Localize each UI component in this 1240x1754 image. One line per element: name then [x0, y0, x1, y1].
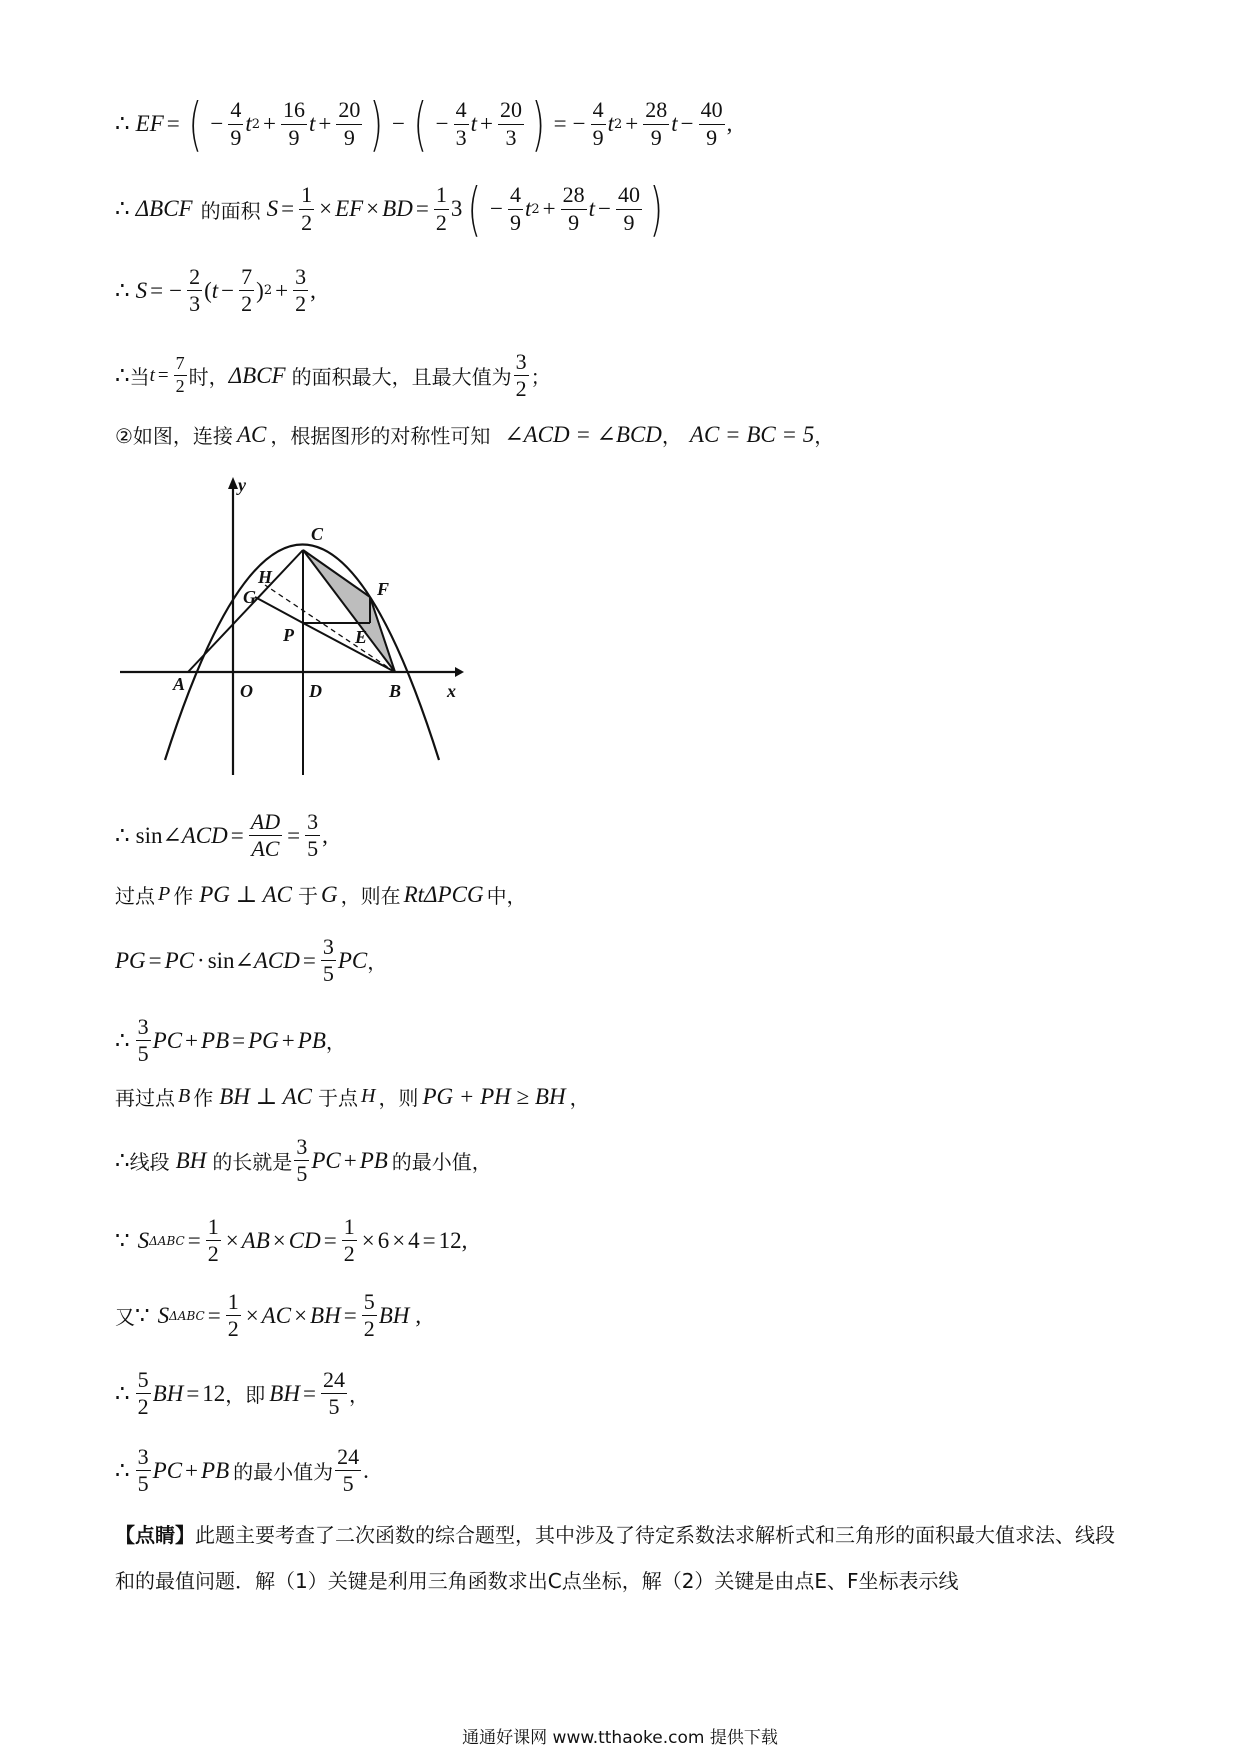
- equation-area-abc-2: 又 ∵ S ΔABC = $\frac{1}{2}$ × AC × BH = $\frac{5}{2}$ BH ,: [115, 1289, 422, 1342]
- label-x: x: [447, 681, 456, 701]
- point-p: P: [158, 883, 171, 905]
- label-b: B: [389, 681, 402, 701]
- perpendicular-pg-statement: [115, 880, 527, 909]
- triangle-bcf: ΔBCF: [228, 362, 286, 388]
- angle-equality: ∠ACD = ∠BCD: [504, 421, 662, 447]
- punct: ，: [325, 1030, 346, 1055]
- ef-var: EF: [135, 111, 164, 136]
- x-axis-arrow: [455, 667, 464, 677]
- therefore-symbol: ∴: [115, 111, 130, 136]
- when-text: 当: [129, 365, 150, 390]
- segment-ac: AC: [236, 421, 267, 447]
- bh-perp-ac: BH ⊥ AC: [219, 1083, 312, 1109]
- equation-sum: ∴ $\frac{3}{5}$ PC + PB = PG + PB ，: [115, 1014, 346, 1067]
- punct: .: [363, 1457, 369, 1483]
- max-value-den: 2: [515, 376, 527, 402]
- label-c: C: [311, 524, 324, 544]
- in-text: 中，: [486, 884, 527, 908]
- label-g: G: [243, 587, 256, 607]
- inequality: PG + PH ≥ BH: [422, 1083, 566, 1109]
- time-text: 时，: [188, 365, 229, 390]
- therefore-symbol: ∴: [115, 1380, 130, 1406]
- then-text: ，则在: [340, 884, 401, 908]
- point-b: B: [178, 1085, 191, 1107]
- length-equality: AC = BC = 5: [689, 421, 815, 447]
- page-footer: 通通好课网 www.tthaoke.com 提供下载: [462, 1728, 778, 1748]
- draw-text: 作: [173, 884, 194, 908]
- equation-s-vertex: ∴ S = − $\frac{2}{3}$ ( t − $\frac{7}{2}$ ) 2 + $\frac{3}{2}$ ,: [115, 264, 316, 317]
- segment-text: 线段: [129, 1150, 170, 1175]
- t-value-num: 7: [174, 354, 187, 376]
- label-p: P: [283, 625, 294, 645]
- s-var: S: [135, 277, 148, 303]
- then-text: ，则: [378, 1086, 419, 1110]
- therefore-symbol: ∴: [115, 1027, 130, 1053]
- label-h: H: [258, 567, 273, 587]
- label-o: O: [240, 681, 253, 701]
- punct: ；: [530, 365, 551, 390]
- label-d: D: [309, 681, 322, 701]
- final-min-value: ∴ $\frac{3}{5}$ PC + PB 的最小值为 $\frac{24}{5}$ .: [115, 1444, 369, 1497]
- perpendicular-bh-statement: [115, 1082, 590, 1111]
- equation-area-bcf: ∴ ΔBCF 的面积 S = $\frac{1}{2}$ × EF × BD = $\frac{1}{2}$ 3 ( − $\frac{4}{9}$ t 2 + $\frac{28}{9}$ t − $\frac{40}{9}$ ): [115, 175, 664, 243]
- max-area-statement: ∴ 当 t = $\frac{7}{2}$ 时， ΔBCF 的面积最大，且最大值为 $\frac{3}{2}$ ；: [115, 349, 551, 402]
- again-through-text: 再过点: [115, 1086, 175, 1110]
- length-is-text: 的长就是: [212, 1150, 293, 1175]
- t-value-den: 2: [175, 376, 185, 397]
- triangle-pcg: RtΔPCG: [403, 881, 484, 907]
- symmetry-text: ，根据图形的对称性可知: [270, 424, 491, 448]
- y-axis-arrow: [228, 477, 238, 489]
- min-value-is-text: 的最小值为: [233, 1460, 334, 1485]
- pg-perp-ac: PG ⊥ AC: [199, 881, 292, 907]
- punct: ，: [569, 1086, 590, 1110]
- therefore-symbol: ∴: [115, 822, 130, 848]
- area-label: 的面积: [200, 198, 261, 223]
- segment-bh: BH: [175, 1147, 207, 1173]
- punct: ，: [367, 950, 388, 975]
- note-text: 此题主要考查了二次函数的综合题型，其中涉及了待定系数法求解析式和三角形的面积最大值求法、线段和的最值问题．解（1）关键是利用三角函数求出C点坐标，解（2）关键是由点E、F坐标表示线: [115, 1523, 1115, 1593]
- equation-sin-acd: ∴ sin ∠ACD = $\frac{AD}{AC}$ = $\frac{3}{5}$ ,: [115, 809, 328, 862]
- label-f: F: [377, 579, 390, 599]
- segment-ac-line: [188, 550, 303, 672]
- punct: ，: [661, 424, 682, 448]
- min-value-text: 的最小值，: [391, 1150, 492, 1175]
- note-label: 【点睛】: [115, 1523, 195, 1547]
- therefore-symbol: ∴: [115, 196, 130, 221]
- at-text: 于: [297, 884, 318, 908]
- i-e-text: ，即: [225, 1383, 266, 1408]
- symmetry-statement: [115, 420, 834, 449]
- equation-area-abc-1: ∵ S ΔABC = $\frac{1}{2}$ × AB × CD = $\frac{1}{2}$ × 6 × 4 = 12 ,: [115, 1214, 468, 1267]
- because-symbol: ∵: [115, 1227, 130, 1253]
- connect-text: ②如图，连接: [115, 424, 233, 448]
- label-y: y: [238, 475, 246, 495]
- also-text: 又: [115, 1305, 135, 1330]
- point-g: G: [320, 881, 338, 907]
- equation-pg: PG = PC · sin ∠ACD = $\frac{3}{5}$ PC ，: [115, 934, 388, 987]
- min-value-statement: ∴ 线段 BH 的长就是 $\frac{3}{5}$ PC + PB 的最小值，: [115, 1134, 492, 1187]
- max-value-num: 3: [514, 350, 529, 376]
- point-h: H: [360, 1085, 376, 1107]
- equation-bh: ∴ $\frac{5}{2}$ BH = 12 ，即 BH = $\frac{24}{5}$ ，: [115, 1367, 369, 1420]
- therefore-symbol: ∴: [115, 277, 130, 303]
- because-symbol: ∵: [135, 1302, 150, 1328]
- label-e: E: [355, 627, 368, 647]
- punct: ，: [814, 424, 835, 448]
- therefore-symbol: ∴: [115, 1457, 130, 1483]
- therefore-symbol: ∴: [115, 1147, 130, 1173]
- max-area-text: 的面积最大，且最大值为: [291, 365, 512, 390]
- segment-pg-line: [255, 597, 303, 623]
- triangle-bcf: ΔBCF: [135, 196, 193, 221]
- through-point-text: 过点: [115, 884, 155, 908]
- punct: ，: [348, 1383, 369, 1408]
- at-point-text: 于点: [317, 1086, 358, 1110]
- parabola-figure: [115, 475, 475, 780]
- draw-text: 作: [193, 1086, 214, 1110]
- key-point-note: [115, 1512, 1130, 1604]
- label-a: A: [173, 674, 186, 694]
- equation-ef: ∴ EF = ( − $\frac{4}{9}$ t 2 + $\frac{16}{9}$ t + $\frac{20}{9}$ ) − ( − $\frac{4}{3}$ t + $\frac{20}{3}$ ) = − $\frac{4}{9}$ t 2 + $\frac{28}{9}$ t − $\frac{40}{9}$ ,: [115, 90, 733, 158]
- therefore-symbol: ∴: [115, 362, 130, 388]
